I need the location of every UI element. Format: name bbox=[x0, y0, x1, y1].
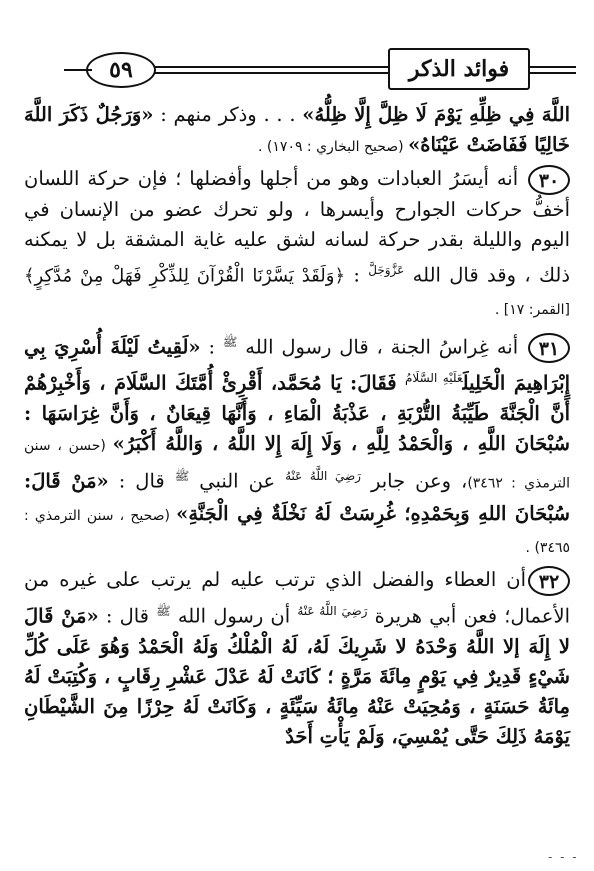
page-header bbox=[0, 0, 594, 100]
hadith-quote: «وَرَجُلٌ ذَكَرَ اللَّهَ خَالِيًا فَفَاضَتْ عَيْنَاهُ» bbox=[24, 103, 570, 157]
body-text: ، وعن جابر bbox=[360, 469, 468, 493]
page-body bbox=[24, 100, 570, 752]
page-number: ٥٩ bbox=[86, 52, 156, 88]
honorific: ﷺ bbox=[174, 469, 190, 484]
body-text: : bbox=[200, 335, 223, 359]
header-rule-middle-bottom bbox=[154, 72, 390, 74]
hadith-quote: «مَنْ قَالَ لا إِلَهَ إلا اللَّهُ وَحْدَهُ لا شَرِيكَ لَهُ، لَهُ الْمُلْكُ وَلَهُ الْحَمْدُ وَهُوَ عَلَى كُلِّ شَيْءٍ قَدِيرٌ فِي يَوْمٍ مِائَةَ مَرَّةٍ ؛ كَانَتْ لَهُ عَدْلَ عَشْرِ رِقَابٍ ، وَكُتِبَتْ لَهُ مِائَةُ حَسَنَةٍ ، وَمُحِيَتْ عَنْهُ مِائَةُ سَيِّئَةٍ ، وَكَانَتْ لَهُ حِرْزًا مِنَ الشَّيْطَانِ يَوْمَهُ ذَلِكَ حَتَّى يُمْسِيَ، وَلَمْ يَأْتِ أَحَدٌ bbox=[24, 604, 570, 749]
body-text: . . . وذكر منهم : bbox=[153, 103, 303, 126]
honorific: ﷺ bbox=[222, 335, 238, 350]
hadith-quote: «مَنْ قَالَ: سُبْحَانَ اللهِ وَبِحَمْدِهِ؛ غُرِسَتْ لَهُ نَخْلَةٌ فِي الْجَنَّةِ» bbox=[24, 469, 570, 526]
item-number-32: ٣٢ bbox=[528, 566, 570, 596]
honorific: عَلَيْهِ السَّلَامُ bbox=[405, 371, 463, 386]
body-text: أن العطاء والفضل الذي ترتب عليه لم يرتب على غيره من الأعمال؛ فعن أبي هريرة bbox=[24, 568, 570, 628]
page-edge-marks: - - - bbox=[548, 850, 579, 864]
item-number-31: ٣١ bbox=[528, 333, 570, 363]
body-text: عن النبي bbox=[189, 469, 286, 493]
hadith-source: (حسن ، سنن الترمذي : ٣٤٦٢) bbox=[24, 438, 570, 492]
body-text: أنه غِراسُ الجنة ، قال رسول الله bbox=[237, 335, 527, 359]
body-text: أنه أيسَرُ العبادات وهو من أجلها وأفضلها ؛ فإن حركة اللسان أخفُّ حركات الجوارح وأيسرها ، ولو تحرك عضو من الإنسان في اليوم والليلة بقدر حركة لسانه لشق عليه غاية المشقة بل لا يمكنه ذلك ، وقد قال الله bbox=[24, 167, 571, 287]
paragraph-31 bbox=[24, 327, 570, 563]
honorific: ﷺ bbox=[156, 603, 171, 618]
header-rule-middle-top bbox=[154, 66, 390, 68]
paragraph-continuation bbox=[24, 100, 570, 162]
item-number-30: ٣٠ bbox=[528, 165, 570, 195]
hadith-quote: «لَقِيتُ لَيْلَةَ أُسْرِيَ بِي إِبْرَاهِيمَ الْخَلِيلَ bbox=[24, 335, 570, 395]
honorific: رَضِيَ اللَّهُ عَنْهُ bbox=[285, 469, 361, 484]
body-text: : bbox=[345, 263, 369, 287]
verse-reference: [القمر: ١٧] . bbox=[494, 302, 570, 319]
paragraph-32 bbox=[24, 565, 570, 752]
hadith-quote: اللَّهَ فِي ظِلِّهِ يَوْمَ لَا ظِلَّ إِلَّا ظِلُّهُ» bbox=[302, 103, 570, 126]
hadith-quote: فَقَالَ: يَا مُحَمَّد، أَقْرِئْ أُمَّتَكَ السَّلَامَ ، وَأَخْبِرْهُمْ أَنَّ الْجَنَّةَ طَيِّبَةُ التُّرْبَةِ ، عَذْبَةُ الْمَاءِ ، وَأَنَّهَا قِيعَانٌ ، وَأَنَّ غِرَاسَهَا : سُبْحَانَ اللَّهِ ، وَالْحَمْدُ لِلَّهِ ، وَلَا إِلَهَ إِلا اللَّهُ ، وَاللَّهُ أَكْبَرُ» bbox=[24, 371, 570, 456]
body-text: قال : bbox=[108, 469, 175, 493]
body-text: أن رسول الله bbox=[170, 604, 298, 628]
quran-verse: ﴿وَلَقَدْ يَسَّرْنَا الْقُرْآنَ لِلذِّكْرِ فَهَلْ مِنْ مُدَّكِرٍ﴾ bbox=[24, 265, 346, 287]
header-rule-right-bottom bbox=[528, 72, 576, 74]
honorific: رَضِيَ اللَّهُ عَنْهُ bbox=[297, 603, 368, 618]
header-rule-right-top bbox=[528, 66, 576, 68]
body-text: قال : bbox=[98, 604, 157, 628]
running-title: فوائد الذكر bbox=[388, 48, 530, 90]
honorific: عَزَّوَجَلَّ bbox=[368, 263, 405, 278]
hadith-source: (صحيح ، سنن الترمذي : ٣٤٦٥) . bbox=[24, 508, 570, 557]
paragraph-30 bbox=[24, 164, 570, 325]
hadith-source: (صحيح البخاري : ١٧٠٩) . bbox=[258, 139, 409, 156]
